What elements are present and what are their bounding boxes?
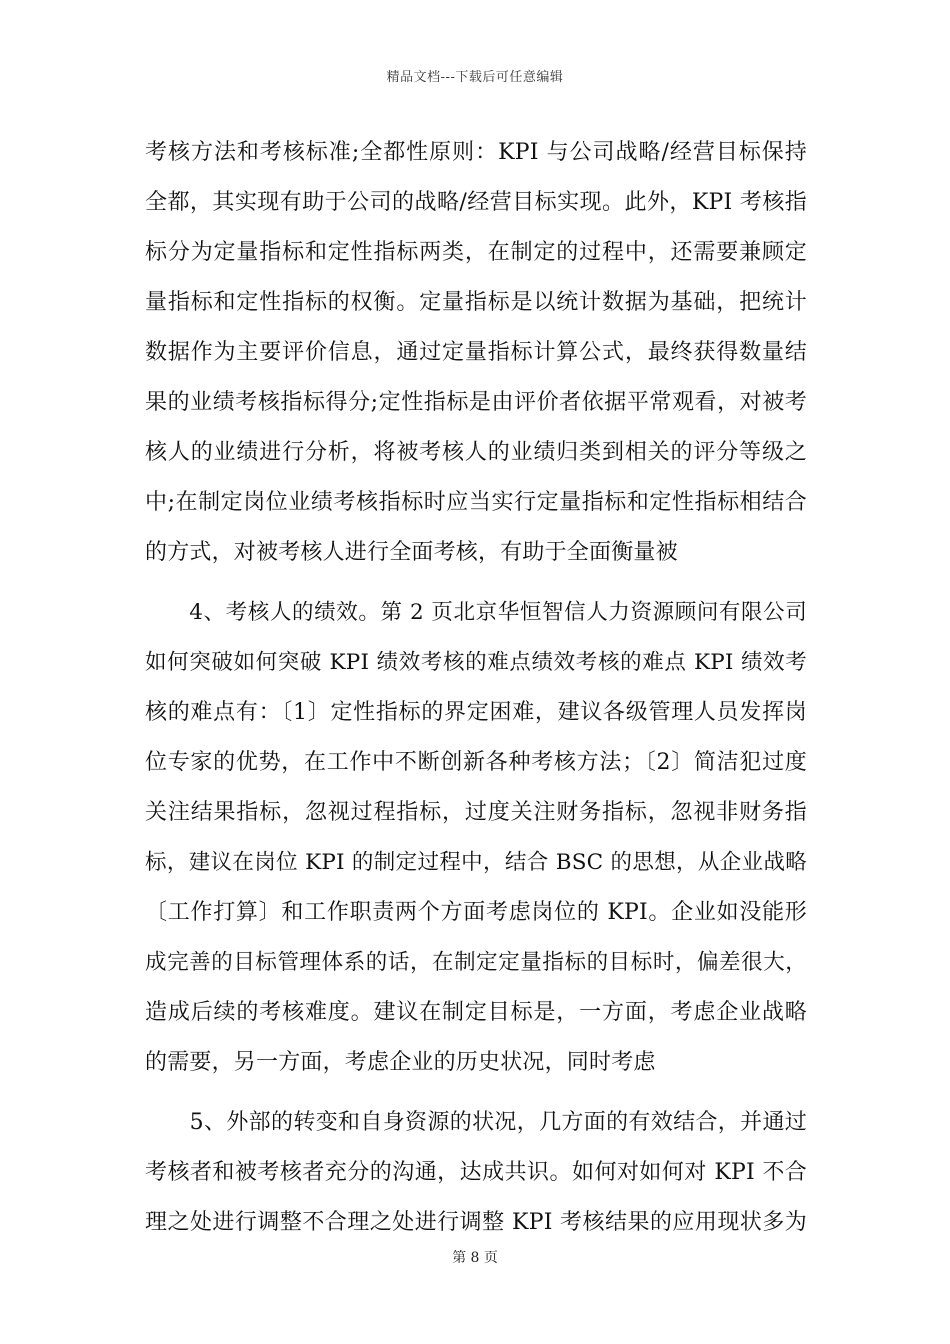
text-line: 5、外部的转变和自身资源的状况，几方面的有效结合，并通过 <box>145 1110 807 1135</box>
text-line: 成完善的目标管理体系的话，在制定定量指标的目标时，偏差很大， <box>145 950 807 975</box>
text-line: 考核者和被考核者充分的沟通，达成共识。如何对如何对 KPI 不合 <box>145 1160 807 1185</box>
text-line: 理之处进行调整不合理之处进行调整 KPI 考核结果的应用现状多为 <box>145 1210 807 1235</box>
paragraph-gap <box>145 1088 807 1098</box>
text-line: 关注结果指标，忽视过程指标，过度关注财务指标，忽视非财务指 <box>145 800 807 825</box>
text-line: 核的难点有：〔1〕定性指标的界定困难，建议各级管理人员发挥岗 <box>145 700 807 725</box>
paragraph-gap <box>145 578 807 588</box>
text-line: 核人的业绩进行分析，将被考核人的业绩归类到相关的评分等级之 <box>145 440 807 465</box>
text-line: 〔工作打算〕和工作职责两个方面考虑岗位的 KPI。企业如没能形 <box>145 900 807 925</box>
text-line: 果的业绩考核指标得分;定性指标是由评价者依据平常观看，对被考 <box>145 390 807 415</box>
text-line: 如何突破如何突破 KPI 绩效考核的难点绩效考核的难点 KPI 绩效考 <box>145 650 807 675</box>
text-line: 考核方法和考核标准;全都性原则：KPI 与公司战略/经营目标保持 <box>145 140 807 165</box>
text-line: 全都，其实现有助于公司的战略/经营目标实现。此外，KPI 考核指 <box>145 190 807 215</box>
page-number: 第 8 页 <box>452 1250 498 1266</box>
paragraph <box>145 1098 807 1248</box>
text-line: 标，建议在岗位 KPI 的制定过程中，结合 BSC 的思想，从企业战略 <box>145 850 807 875</box>
text-line: 标分为定量指标和定性指标两类，在制定的过程中，还需要兼顾定 <box>145 240 807 265</box>
text-line: 位专家的优势，在工作中不断创新各种考核方法；〔2〕简洁犯过度 <box>145 750 807 775</box>
text-line: 量指标和定性指标的权衡。定量指标是以统计数据为基础，把统计 <box>145 290 807 315</box>
page-header: 精品文档---下载后可任意编辑 <box>386 70 564 85</box>
paragraph <box>145 128 807 578</box>
text-line: 的需要，另一方面，考虑企业的历史状况，同时考虑 <box>145 1050 656 1075</box>
text-line: 中;在制定岗位业绩考核指标时应当实行定量指标和定性指标相结合 <box>145 490 807 515</box>
text-line: 的方式，对被考核人进行全面考核，有助于全面衡量被 <box>145 540 678 565</box>
document-body <box>145 128 807 1248</box>
text-line: 4、考核人的绩效。第 2 页北京华恒智信人力资源顾问有限公司 <box>145 600 807 625</box>
text-line: 造成后续的考核难度。建议在制定目标是，一方面，考虑企业战略 <box>145 1000 807 1025</box>
paragraph <box>145 588 807 1088</box>
text-line: 数据作为主要评价信息，通过定量指标计算公式，最终获得数量结 <box>145 340 807 365</box>
